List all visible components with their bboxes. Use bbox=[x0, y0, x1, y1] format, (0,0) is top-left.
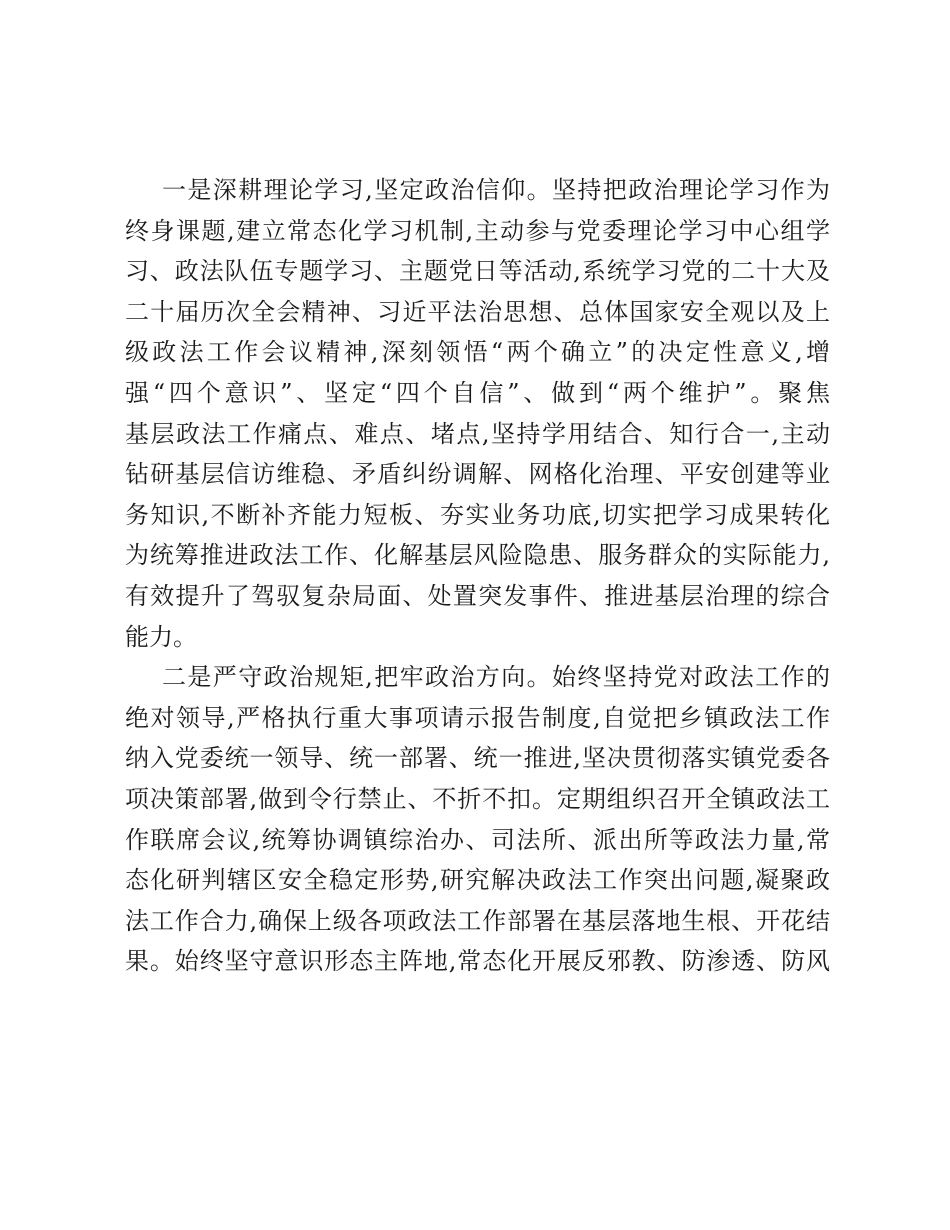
document-page bbox=[125, 170, 830, 982]
text-line: 法工作合力,确保上级各项政法工作部署在基层落地生根、开花结 bbox=[125, 906, 830, 935]
text-line: 项决策部署,做到令行禁止、不折不扣。定期组织召开全镇政法工 bbox=[125, 784, 830, 813]
text-line: 纳入党委统一领导、统一部署、统一推进,坚决贯彻落实镇党委各 bbox=[125, 744, 830, 773]
text-line: 务知识,不断补齐能力短板、夯实业务功底,切实把学习成果转化 bbox=[125, 500, 830, 529]
text-line: 作联席会议,统筹协调镇综治办、司法所、派出所等政法力量,常 bbox=[125, 825, 830, 854]
text-line: 有效提升了驾驭复杂局面、处置突发事件、推进基层治理的综合 bbox=[125, 581, 830, 610]
paragraph-2 bbox=[125, 657, 830, 982]
text-line: 基层政法工作痛点、难点、堵点,坚持学用结合、知行合一,主动 bbox=[125, 419, 830, 448]
text-line: 强“四个意识”、坚定“四个自信”、做到“两个维护”。聚焦 bbox=[125, 378, 830, 407]
text-line: 终身课题,建立常态化学习机制,主动参与党委理论学习中心组学 bbox=[125, 216, 830, 245]
text-line: 习、政法队伍专题学习、主题党日等活动,系统学习党的二十大及 bbox=[125, 257, 830, 286]
text-line: 态化研判辖区安全稳定形势,研究解决政法工作突出问题,凝聚政 bbox=[125, 866, 830, 895]
text-line: 能力。 bbox=[125, 622, 197, 651]
text-line: 一是深耕理论学习,坚定政治信仰。坚持把政治理论学习作为 bbox=[162, 176, 830, 204]
text-line: 二十届历次全会精神、习近平法治思想、总体国家安全观以及上 bbox=[125, 297, 830, 326]
paragraph-1 bbox=[125, 170, 830, 657]
text-line: 级政法工作会议精神,深刻领悟“两个确立”的决定性意义,增 bbox=[125, 338, 830, 367]
text-line: 果。始终坚守意识形态主阵地,常态化开展反邪教、防渗透、防风 bbox=[125, 947, 830, 976]
text-line: 绝对领导,严格执行重大事项请示报告制度,自觉把乡镇政法工作 bbox=[125, 703, 830, 732]
text-line: 钻研基层信访维稳、矛盾纠纷调解、网格化治理、平安创建等业 bbox=[125, 460, 830, 489]
text-line: 为统筹推进政法工作、化解基层风险隐患、服务群众的实际能力, bbox=[125, 541, 830, 570]
text-line: 二是严守政治规矩,把牢政治方向。始终坚持党对政法工作的 bbox=[162, 663, 830, 692]
